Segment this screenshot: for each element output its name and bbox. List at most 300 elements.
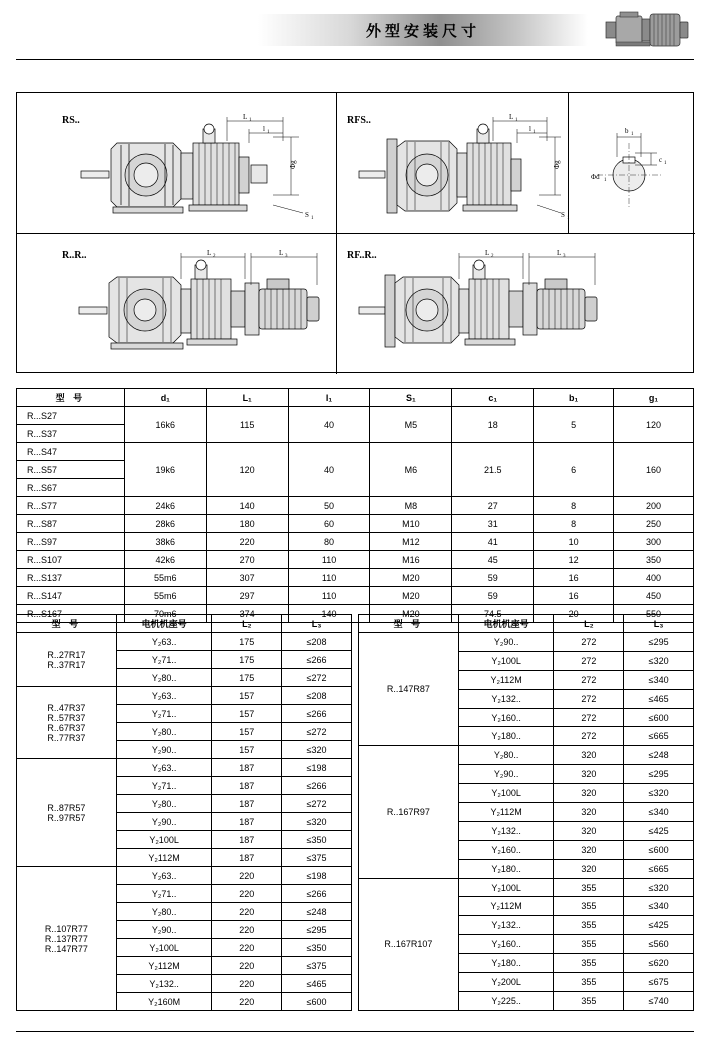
- cell-motor: Y₂112M: [458, 670, 554, 689]
- cell-l1: 110: [288, 551, 370, 569]
- svg-text:c: c: [659, 156, 663, 164]
- cell-motor: Y₂71..: [116, 777, 212, 795]
- cell-l1: 40: [288, 407, 370, 443]
- cell-g1: 450: [614, 587, 694, 605]
- svg-text:L: L: [243, 113, 248, 121]
- cell-L1: 297: [206, 587, 288, 605]
- cell-b1: 20: [534, 605, 614, 623]
- cell-c1: 18: [452, 407, 534, 443]
- cell-L3: ≤665: [624, 727, 694, 746]
- cell-L2: 157: [212, 741, 282, 759]
- cell-L2: 272: [554, 689, 624, 708]
- drawing-rf-r: [357, 245, 612, 370]
- cell-L3: ≤465: [624, 689, 694, 708]
- cell-S1: M16: [370, 551, 452, 569]
- dimension-drawing-panel: [16, 92, 694, 373]
- table-row: [17, 497, 694, 515]
- motor-table-right: [358, 614, 694, 1011]
- cell-L2: 175: [212, 633, 282, 651]
- col-l1: l₁: [288, 389, 370, 407]
- table-row: [17, 533, 694, 551]
- cell-g1: 400: [614, 569, 694, 587]
- cell-g1: 200: [614, 497, 694, 515]
- cell-L3: ≤208: [282, 633, 352, 651]
- cell-g1: 160: [614, 443, 694, 497]
- cell-L2: 187: [212, 795, 282, 813]
- model-name: R..27R17: [47, 649, 86, 660]
- cell-motor: Y₂90..: [116, 741, 212, 759]
- cell-d1: 38k6: [124, 533, 206, 551]
- cell-L2: 220: [212, 885, 282, 903]
- cell-L2: 272: [554, 670, 624, 689]
- gear-motor-icon: [600, 8, 692, 52]
- col-model: 型 号: [359, 615, 459, 633]
- table-row: [17, 633, 352, 651]
- cell-L3: ≤248: [282, 903, 352, 921]
- cell-c1: 74.5: [452, 605, 534, 623]
- svg-text:1: 1: [311, 216, 314, 221]
- header-divider: [16, 59, 694, 60]
- cell-L3: ≤600: [624, 708, 694, 727]
- model-name: R..147R87: [386, 684, 430, 695]
- cell-L2: 220: [212, 957, 282, 975]
- cell-L2: 355: [554, 935, 624, 954]
- cell-L3: ≤272: [282, 669, 352, 687]
- cell-L2: 355: [554, 973, 624, 992]
- table-row: [17, 569, 694, 587]
- col-motor-frame: 电机机座号: [116, 615, 212, 633]
- cell-b1: 16: [534, 569, 614, 587]
- cell-L2: 320: [554, 821, 624, 840]
- cell-S1: M10: [370, 515, 452, 533]
- cell-L2: 220: [212, 921, 282, 939]
- table-row: [17, 551, 694, 569]
- cell-b1: 12: [534, 551, 614, 569]
- cell-L2: 175: [212, 651, 282, 669]
- cell-motor: Y₂112M: [458, 803, 554, 822]
- cell-c1: 21.5: [452, 443, 534, 497]
- model-name: R...S97: [17, 533, 125, 551]
- cell-L2: 157: [212, 687, 282, 705]
- cell-d1: 24k6: [124, 497, 206, 515]
- cell-L2: 187: [212, 831, 282, 849]
- model-group: [17, 867, 117, 1011]
- cell-motor: Y₂160..: [458, 840, 554, 859]
- cell-d1: 70m6: [124, 605, 206, 623]
- cell-c1: 41: [452, 533, 534, 551]
- cell-L3: ≤295: [282, 921, 352, 939]
- cell-S1: M8: [370, 497, 452, 515]
- svg-text:1: 1: [267, 130, 270, 135]
- svg-text:3: 3: [285, 254, 288, 259]
- svg-text:3: 3: [563, 254, 566, 259]
- cell-L3: ≤198: [282, 759, 352, 777]
- cell-motor: Y₂71..: [116, 651, 212, 669]
- col-L1: L₁: [206, 389, 288, 407]
- cell-motor: Y₂132..: [458, 821, 554, 840]
- cell-L2: 157: [212, 705, 282, 723]
- drawing-rs: [77, 113, 327, 231]
- model-group: [359, 746, 459, 878]
- cell-L3: ≤425: [624, 916, 694, 935]
- model-name: R...S107: [17, 551, 125, 569]
- cell-motor: Y₂132..: [458, 916, 554, 935]
- cell-S1: M6: [370, 443, 452, 497]
- cell-L2: 220: [212, 903, 282, 921]
- model-name: R..97R57: [47, 812, 86, 823]
- svg-text:S: S: [305, 211, 309, 219]
- col-motor-frame: 电机机座号: [458, 615, 554, 633]
- model-group: [359, 878, 459, 1010]
- cell-L3: ≤320: [282, 741, 352, 759]
- drawing-label-rfs: RFS..: [347, 115, 371, 126]
- cell-L2: 187: [212, 759, 282, 777]
- cell-b1: 8: [534, 515, 614, 533]
- table-header-row: [359, 615, 694, 633]
- cell-g1: 250: [614, 515, 694, 533]
- cell-L3: ≤600: [282, 993, 352, 1011]
- svg-text:S: S: [561, 211, 565, 219]
- col-L2: L₂: [212, 615, 282, 633]
- cell-L3: ≤620: [624, 954, 694, 973]
- cell-L1: 374: [206, 605, 288, 623]
- cell-L3: ≤266: [282, 705, 352, 723]
- cell-L2: 320: [554, 840, 624, 859]
- svg-text:L: L: [485, 249, 490, 257]
- col-c1: c₁: [452, 389, 534, 407]
- cell-L3: ≤208: [282, 687, 352, 705]
- model-name: R...S147: [17, 587, 125, 605]
- cell-L2: 320: [554, 803, 624, 822]
- model-name: R...S27: [17, 407, 125, 425]
- svg-text:L: L: [279, 249, 284, 257]
- cell-L3: ≤465: [282, 975, 352, 993]
- footer-divider: [16, 1031, 694, 1032]
- drawing-label-rs: RS..: [62, 115, 80, 126]
- cell-b1: 10: [534, 533, 614, 551]
- cell-L2: 175: [212, 669, 282, 687]
- cell-S1: M20: [370, 587, 452, 605]
- cell-motor: Y₂71..: [116, 885, 212, 903]
- cell-L3: ≤375: [282, 849, 352, 867]
- panel-horizontal-divider: [17, 233, 695, 234]
- cell-L3: ≤675: [624, 973, 694, 992]
- cell-motor: Y₂180..: [458, 954, 554, 973]
- cell-motor: Y₂180..: [458, 859, 554, 878]
- table-row: [17, 407, 694, 425]
- model-name: R..47R37: [47, 702, 86, 713]
- dimension-table-main: [16, 388, 694, 623]
- model-name: R...S37: [17, 425, 125, 443]
- page-title: 外型安装尺寸: [365, 22, 480, 40]
- cell-L3: ≤295: [624, 765, 694, 784]
- table-row: [359, 746, 694, 765]
- svg-text:l: l: [529, 125, 531, 133]
- cell-S1: M20: [370, 569, 452, 587]
- table-row: [359, 633, 694, 652]
- cell-motor: Y₂63..: [116, 633, 212, 651]
- cell-c1: 59: [452, 587, 534, 605]
- cell-L2: 187: [212, 813, 282, 831]
- cell-S1: M12: [370, 533, 452, 551]
- model-name: R...S77: [17, 497, 125, 515]
- cell-L2: 320: [554, 746, 624, 765]
- cell-L2: 355: [554, 897, 624, 916]
- cell-l1: 60: [288, 515, 370, 533]
- cell-L2: 272: [554, 727, 624, 746]
- cell-L3: ≤272: [282, 795, 352, 813]
- cell-motor: Y₂63..: [116, 687, 212, 705]
- cell-c1: 59: [452, 569, 534, 587]
- cell-L3: ≤740: [624, 991, 694, 1010]
- cell-motor: Y₂112M: [116, 849, 212, 867]
- cell-motor: Y₂100L: [116, 831, 212, 849]
- cell-L3: ≤340: [624, 897, 694, 916]
- cell-L3: ≤425: [624, 821, 694, 840]
- table-row: [17, 515, 694, 533]
- cell-motor: Y₂80..: [116, 723, 212, 741]
- model-name: R..167R107: [384, 939, 433, 950]
- cell-L3: ≤340: [624, 670, 694, 689]
- table-header-row: [17, 615, 352, 633]
- model-name: R..37R17: [47, 659, 86, 670]
- cell-L2: 320: [554, 859, 624, 878]
- cell-L3: ≤272: [282, 723, 352, 741]
- cell-L3: ≤295: [624, 633, 694, 652]
- cell-L3: ≤320: [624, 651, 694, 670]
- motor-tables-wrapper: [16, 614, 694, 1011]
- cell-L2: 157: [212, 723, 282, 741]
- cell-motor: Y₂160..: [458, 708, 554, 727]
- col-S1: S₁: [370, 389, 452, 407]
- svg-text:Φg: Φg: [289, 160, 297, 169]
- cell-motor: Y₂100L: [458, 651, 554, 670]
- cell-l1: 50: [288, 497, 370, 515]
- model-name: R..77R37: [47, 732, 86, 743]
- cell-d1: 16k6: [124, 407, 206, 443]
- cell-L1: 270: [206, 551, 288, 569]
- cell-motor: Y₂112M: [458, 897, 554, 916]
- model-name: R..147R77: [44, 943, 88, 954]
- cell-L3: ≤320: [624, 878, 694, 897]
- cell-motor: Y₂180..: [458, 727, 554, 746]
- cell-motor: Y₂132..: [458, 689, 554, 708]
- svg-text:Φd: Φd: [591, 173, 600, 181]
- table-row: [17, 443, 694, 461]
- table-row: [17, 587, 694, 605]
- cell-motor: Y₂100L: [458, 784, 554, 803]
- cell-L1: 120: [206, 443, 288, 497]
- model-name: R...S57: [17, 461, 125, 479]
- model-name: R...S137: [17, 569, 125, 587]
- svg-text:L: L: [557, 249, 562, 257]
- drawing-rfs: [357, 113, 570, 231]
- panel-vertical-divider-2: [568, 93, 569, 233]
- model-name: R..167R97: [386, 806, 430, 817]
- cell-motor: Y₂71..: [116, 705, 212, 723]
- cell-d1: 19k6: [124, 443, 206, 497]
- cell-l1: 110: [288, 569, 370, 587]
- table-row: [17, 759, 352, 777]
- cell-S1: M20: [370, 605, 452, 623]
- model-name: R...S167: [17, 605, 125, 623]
- cell-L3: ≤350: [282, 939, 352, 957]
- cell-L2: 272: [554, 651, 624, 670]
- page-header: [0, 0, 710, 62]
- drawing-r-r: [77, 245, 332, 370]
- cell-g1: 550: [614, 605, 694, 623]
- cell-d1: 55m6: [124, 569, 206, 587]
- svg-text:1: 1: [631, 132, 634, 137]
- model-name: R...S47: [17, 443, 125, 461]
- cell-L2: 272: [554, 708, 624, 727]
- cell-L3: ≤560: [624, 935, 694, 954]
- cell-motor: Y₂80..: [116, 903, 212, 921]
- svg-text:1: 1: [567, 216, 570, 221]
- model-name: R..67R37: [47, 722, 86, 733]
- cell-L3: ≤665: [624, 859, 694, 878]
- svg-text:L: L: [207, 249, 212, 257]
- cell-l1: 140: [288, 605, 370, 623]
- cell-motor: Y₂160..: [458, 935, 554, 954]
- cell-L2: 355: [554, 878, 624, 897]
- cell-L2: 220: [212, 867, 282, 885]
- cell-motor: Y₂225..: [458, 991, 554, 1010]
- cell-motor: Y₂90..: [458, 765, 554, 784]
- svg-text:Φg: Φg: [553, 160, 561, 169]
- cell-l1: 110: [288, 587, 370, 605]
- cell-motor: Y₂80..: [116, 795, 212, 813]
- cell-g1: 300: [614, 533, 694, 551]
- svg-text:1: 1: [664, 161, 667, 166]
- model-group: [17, 633, 117, 687]
- cell-l1: 40: [288, 443, 370, 497]
- cell-motor: Y₂90..: [116, 921, 212, 939]
- model-group: [17, 687, 117, 759]
- cell-motor: Y₂63..: [116, 867, 212, 885]
- col-L3: L₃: [282, 615, 352, 633]
- cell-d1: 42k6: [124, 551, 206, 569]
- model-name: R...S87: [17, 515, 125, 533]
- cell-b1: 16: [534, 587, 614, 605]
- cell-motor: Y₂90..: [458, 633, 554, 652]
- cell-L1: 140: [206, 497, 288, 515]
- model-group: [17, 759, 117, 867]
- cell-b1: 6: [534, 443, 614, 497]
- cell-L1: 180: [206, 515, 288, 533]
- cell-motor: Y₂80..: [116, 669, 212, 687]
- cell-motor: Y₂160M: [116, 993, 212, 1011]
- table-header-row: [17, 389, 694, 407]
- svg-text:1: 1: [604, 178, 607, 183]
- cell-L3: ≤350: [282, 831, 352, 849]
- cell-L3: ≤320: [282, 813, 352, 831]
- svg-text:L: L: [509, 113, 514, 121]
- cell-L3: ≤266: [282, 777, 352, 795]
- cell-b1: 8: [534, 497, 614, 515]
- cell-b1: 5: [534, 407, 614, 443]
- col-L3: L₃: [624, 615, 694, 633]
- cell-L3: ≤248: [624, 746, 694, 765]
- drawing-label-r-r: R..R..: [62, 250, 87, 261]
- drawing-shaft-section: [587, 123, 687, 223]
- svg-text:l: l: [263, 125, 265, 133]
- cell-L3: ≤600: [624, 840, 694, 859]
- col-model: 型 号: [17, 615, 117, 633]
- cell-L2: 220: [212, 975, 282, 993]
- cell-L3: ≤266: [282, 651, 352, 669]
- cell-d1: 55m6: [124, 587, 206, 605]
- svg-text:1: 1: [533, 130, 536, 135]
- cell-L2: 220: [212, 939, 282, 957]
- svg-text:2: 2: [491, 254, 494, 259]
- model-name: R..57R37: [47, 712, 86, 723]
- cell-c1: 45: [452, 551, 534, 569]
- svg-text:1: 1: [249, 118, 252, 123]
- col-model: 型 号: [17, 389, 125, 407]
- cell-motor: Y₂80..: [458, 746, 554, 765]
- cell-L2: 272: [554, 633, 624, 652]
- cell-motor: Y₂112M: [116, 957, 212, 975]
- table-row: [17, 867, 352, 885]
- svg-text:2: 2: [213, 254, 216, 259]
- cell-L2: 320: [554, 765, 624, 784]
- cell-c1: 27: [452, 497, 534, 515]
- model-group: [359, 633, 459, 746]
- cell-L2: 320: [554, 784, 624, 803]
- model-name: R...S67: [17, 479, 125, 497]
- cell-L2: 355: [554, 916, 624, 935]
- cell-L2: 355: [554, 991, 624, 1010]
- cell-motor: Y₂200L: [458, 973, 554, 992]
- motor-table-left: [16, 614, 352, 1011]
- svg-text:1: 1: [515, 118, 518, 123]
- cell-g1: 350: [614, 551, 694, 569]
- cell-motor: Y₂132..: [116, 975, 212, 993]
- cell-l1: 80: [288, 533, 370, 551]
- cell-L2: 187: [212, 777, 282, 795]
- cell-motor: Y₂63..: [116, 759, 212, 777]
- cell-L1: 307: [206, 569, 288, 587]
- svg-text:b: b: [625, 127, 629, 135]
- cell-L3: ≤320: [624, 784, 694, 803]
- cell-motor: Y₂100L: [458, 878, 554, 897]
- cell-L3: ≤340: [624, 803, 694, 822]
- cell-S1: M5: [370, 407, 452, 443]
- cell-L2: 355: [554, 954, 624, 973]
- col-b1: b₁: [534, 389, 614, 407]
- cell-L3: ≤198: [282, 867, 352, 885]
- cell-c1: 31: [452, 515, 534, 533]
- model-name: R..87R57: [47, 802, 86, 813]
- cell-L3: ≤375: [282, 957, 352, 975]
- cell-L3: ≤266: [282, 885, 352, 903]
- table-row: [359, 878, 694, 897]
- col-L2: L₂: [554, 615, 624, 633]
- cell-L1: 220: [206, 533, 288, 551]
- cell-g1: 120: [614, 407, 694, 443]
- col-d1: d₁: [124, 389, 206, 407]
- cell-motor: Y₂90..: [116, 813, 212, 831]
- model-name: R..107R77: [44, 923, 88, 934]
- cell-L2: 220: [212, 993, 282, 1011]
- table-row: [17, 687, 352, 705]
- model-name: R..137R77: [44, 933, 88, 944]
- cell-L1: 115: [206, 407, 288, 443]
- drawing-label-rf-r: RF..R..: [347, 250, 377, 261]
- cell-motor: Y₂100L: [116, 939, 212, 957]
- col-g1: g₁: [614, 389, 694, 407]
